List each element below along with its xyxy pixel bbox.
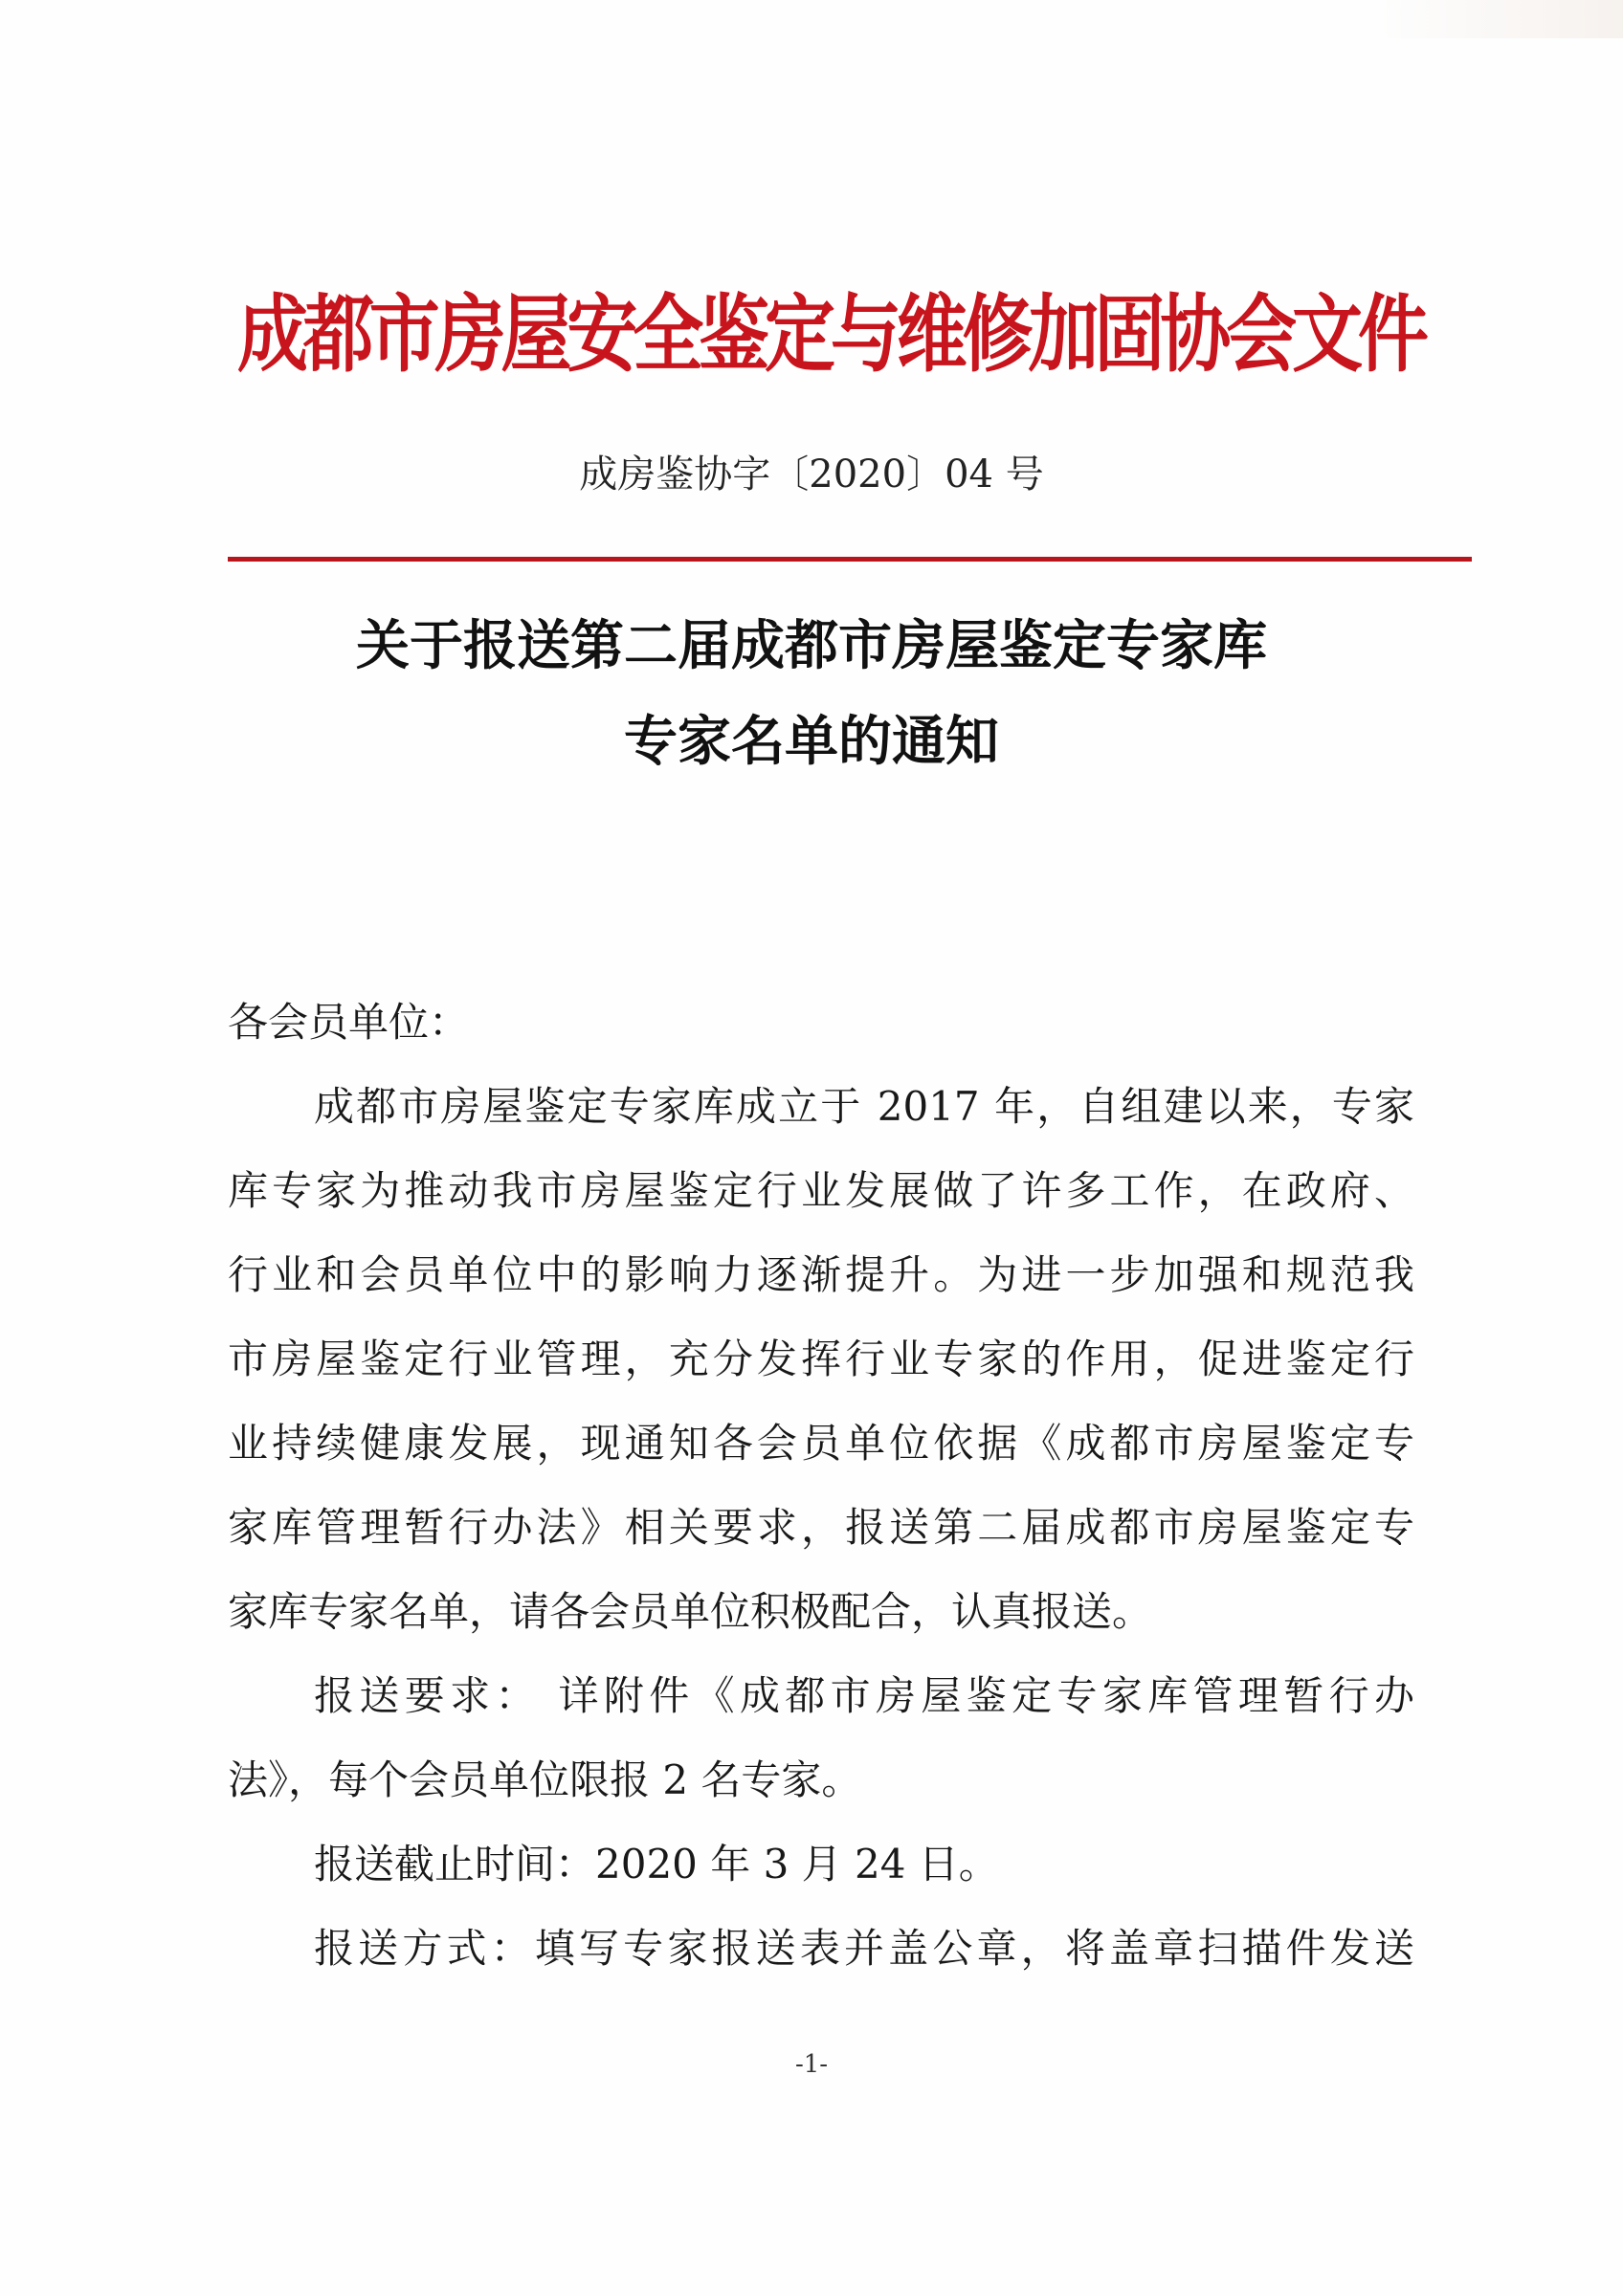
paragraph-1-line: 家库管理暂行办法》相关要求，报送第二届成都市房屋鉴定专 <box>228 1504 1414 1551</box>
submission-requirements-line: 报送要求： 详附件《成都市房屋鉴定专家库管理暂行办 <box>314 1672 1414 1719</box>
salutation: 各会员单位： <box>228 999 470 1046</box>
notice-title-line-2: 专家名单的通知 <box>624 710 999 773</box>
paragraph-1-line: 成都市房屋鉴定专家库成立于 2017 年，自组建以来，专家 <box>314 1083 1414 1130</box>
submission-method: 报送方式：填写专家报送表并盖公章，将盖章扫描件发送 <box>314 1925 1414 1972</box>
paragraph-1-line: 市房屋鉴定行业管理，充分发挥行业专家的作用，促进鉴定行 <box>228 1336 1414 1382</box>
submission-deadline: 报送截止时间：2020 年 3 月 24 日。 <box>314 1841 999 1888</box>
notice-title-line-1: 关于报送第二届成都市房屋鉴定专家库 <box>356 614 1267 677</box>
document-number: 成房鉴协字〔2020〕04 号 <box>579 453 1044 497</box>
page-number: -1- <box>794 2050 829 2079</box>
red-divider-line <box>228 557 1472 562</box>
paragraph-1-line: 库专家为推动我市房屋鉴定行业发展做了许多工作，在政府、 <box>228 1167 1414 1214</box>
submission-requirements-line: 法》，每个会员单位限报 2 名专家。 <box>228 1756 862 1803</box>
paragraph-1-line: 家库专家名单，请各会员单位积极配合，认真报送。 <box>228 1588 1153 1635</box>
paragraph-1-line: 业持续健康发展，现通知各会员单位依据《成都市房屋鉴定专 <box>228 1420 1414 1467</box>
paragraph-1-line: 行业和会员单位中的影响力逐渐提升。为进一步加强和规范我 <box>228 1251 1414 1298</box>
scan-edge-shading <box>1374 0 1623 38</box>
organization-header-title: 成都市房屋安全鉴定与维修加固协会文件 <box>237 285 1424 384</box>
